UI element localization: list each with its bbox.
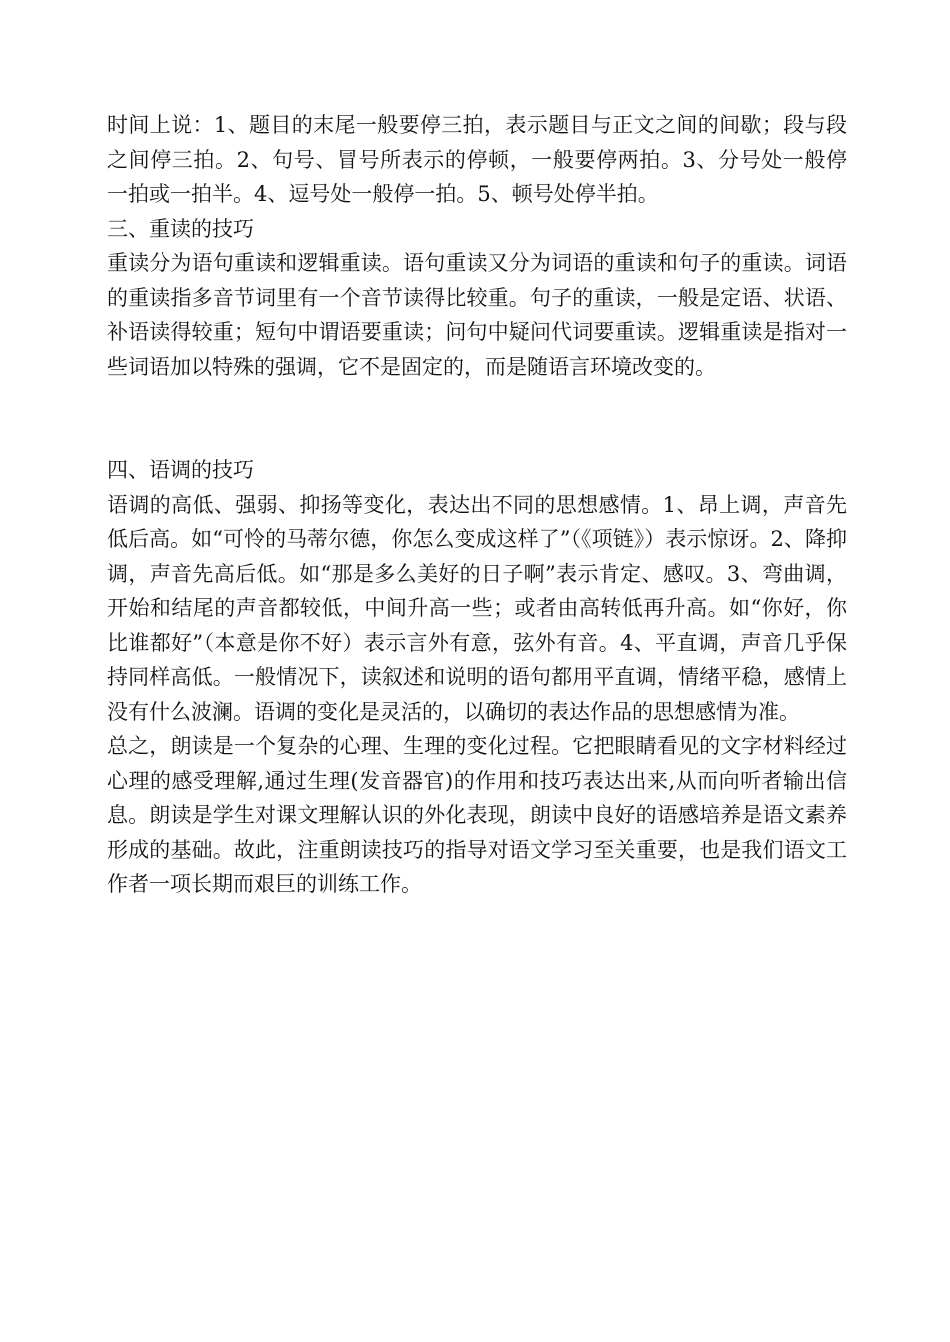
paragraph-conclusion: 总之，朗读是一个复杂的心理、生理的变化过程。它把眼睛看见的文字材料经过心理的感受理解,通过生理(发音器官)的作用和技巧表达出来,从而向听者输出信息。朗读是学生对课文理解认识的外化表现，朗读中良好的语感培养是语文素养形成的基础。故此，注重朗读技巧的指导对语文学习至关重要，也是我们语文工作者一项长期而艰巨的训练工作。 bbox=[107, 734, 847, 896]
section-heading-intonation: 四、语调的技巧 bbox=[107, 458, 254, 482]
paragraph-stress: 重读分为语句重读和逻辑重读。语句重读又分为词语的重读和句子的重读。词语的重读指多音节词里有一个音节读得比较重。句子的重读，一般是定语、状语、补语读得较重；短句中谓语要重读；问句中疑问代词要重读。逻辑重读是指对一些词语加以特殊的强调，它不是固定的，而是随语言环境改变的。 bbox=[107, 251, 847, 379]
blank-gap bbox=[107, 384, 847, 453]
paragraph-pause-timing: 时间上说：1、题目的末尾一般要停三拍，表示题目与正文之间的间歇；段与段之间停三拍。2、句号、冒号所表示的停顿，一般要停两拍。3、分号处一般停一拍或一拍半。4、逗号处一般停一拍。5、顿号处停半拍。 bbox=[107, 113, 847, 206]
document-body bbox=[107, 108, 847, 902]
paragraph-intonation: 语调的高低、强弱、抑扬等变化，表达出不同的思想感情。1、昂上调，声音先低后高。如“可怜的马蒂尔德，你怎么变成这样了”（《项链》）表示惊讶。2、降抑调，声音先高后低。如“那是多么美好的日子啊”表示肯定、感叹。3、弯曲调，开始和结尾的声音都较低，中间升高一些；或者由高转低再升高。如“你好，你比谁都好”（本意是你不好）表示言外有意，弦外有音。4、平直调，声音几乎保持同样高低。一般情况下，读叙述和说明的语句都用平直调，情绪平稳，感情上没有什么波澜。语调的变化是灵活的，以确切的表达作品的思想感情为准。 bbox=[107, 492, 847, 724]
section-heading-stress: 三、重读的技巧 bbox=[107, 216, 254, 241]
